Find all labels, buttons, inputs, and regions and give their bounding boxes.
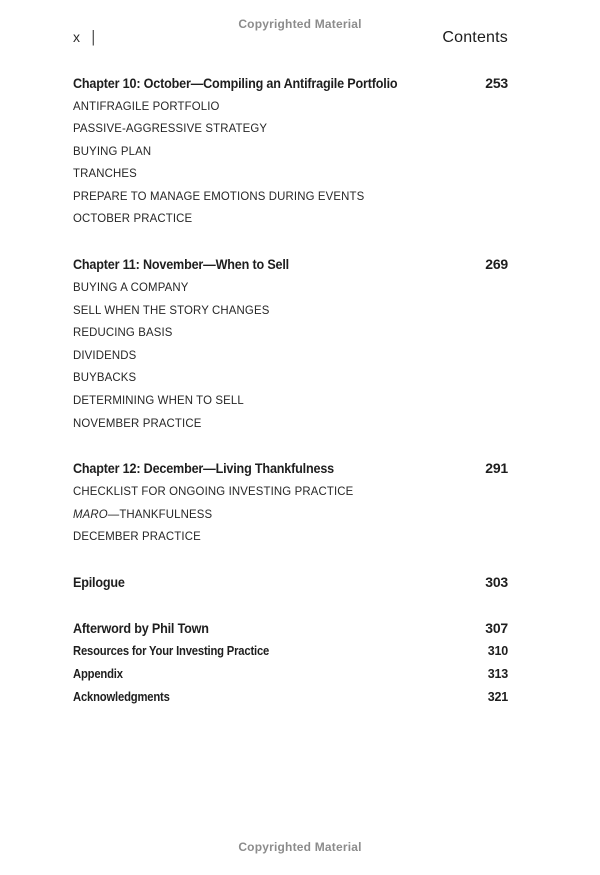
toc-subitem: DECEMBER PRACTICE — [73, 529, 201, 544]
contents-header-title: Contents — [442, 29, 508, 46]
toc-subitem: REDUCING BASIS — [73, 325, 173, 340]
chapter-title: Chapter 11: November—When to Sell — [73, 256, 290, 273]
toc-subitem: NOVEMBER PRACTICE — [73, 415, 202, 430]
back-matter-container — [73, 571, 508, 709]
chapter-page-number: 269 — [485, 256, 508, 273]
back-matter-row — [73, 640, 508, 663]
toc-subitem: SELL WHEN THE STORY CHANGES — [73, 302, 270, 317]
italic-term: MARO — [73, 506, 108, 521]
toc-subitem: ANTIFRAGILE PORTFOLIO — [73, 98, 220, 113]
toc-section — [73, 457, 508, 548]
copyright-watermark-bottom: Copyrighted Material — [238, 840, 362, 854]
folio-page-number: x — [73, 29, 80, 45]
toc-subitem: BUYING A COMPANY — [73, 280, 189, 295]
toc-section — [73, 72, 508, 231]
back-matter-page-number: 321 — [487, 690, 508, 704]
table-of-contents — [73, 72, 508, 710]
chapter-heading-row — [73, 72, 508, 95]
back-matter-title: Acknowledgments — [73, 690, 170, 704]
toc-subitem: MARO—THANKFULNESS — [73, 506, 213, 521]
back-matter-row — [73, 663, 508, 686]
toc-subitem: OCTOBER PRACTICE — [73, 211, 193, 226]
back-matter-row — [73, 686, 508, 709]
back-matter-title: Afterword by Phil Town — [73, 620, 209, 636]
back-matter-row — [73, 571, 508, 594]
chapter-heading-row — [73, 253, 508, 276]
toc-subitem: DIVIDENDS — [73, 347, 137, 362]
toc-subitem: TRANCHES — [73, 166, 137, 181]
toc-subitem: CHECKLIST FOR ONGOING INVESTING PRACTICE — [73, 484, 354, 499]
copyright-watermark-top: Copyrighted Material — [238, 17, 362, 31]
toc-sections-container — [73, 72, 508, 549]
toc-subitem: PASSIVE-AGGRESSIVE STRATEGY — [73, 121, 268, 136]
folio-separator: | — [91, 27, 95, 46]
back-matter-page-number: 313 — [487, 667, 508, 681]
toc-subitem: DETERMINING WHEN TO SELL — [73, 393, 244, 408]
toc-subitem: BUYING PLAN — [73, 143, 152, 158]
back-matter-page-number: 307 — [485, 620, 508, 636]
chapter-page-number: 291 — [485, 460, 508, 477]
back-matter-page-number: 310 — [487, 644, 508, 658]
page-header — [73, 27, 508, 47]
chapter-title: Chapter 12: December—Living Thankfulness — [73, 460, 334, 477]
toc-section — [73, 253, 508, 434]
chapter-page-number: 253 — [485, 74, 508, 91]
toc-subitem: PREPARE TO MANAGE EMOTIONS DURING EVENTS — [73, 188, 365, 203]
back-matter-page-number: 303 — [485, 574, 508, 590]
back-matter-row — [73, 617, 508, 640]
chapter-heading-row — [73, 457, 508, 480]
back-matter-title: Epilogue — [73, 574, 125, 590]
back-matter-title: Resources for Your Investing Practice — [73, 644, 270, 658]
back-matter-title: Appendix — [73, 667, 123, 681]
chapter-title: Chapter 10: October—Compiling an Antifragile Portfolio — [73, 74, 398, 91]
toc-subitem: BUYBACKS — [73, 370, 137, 385]
